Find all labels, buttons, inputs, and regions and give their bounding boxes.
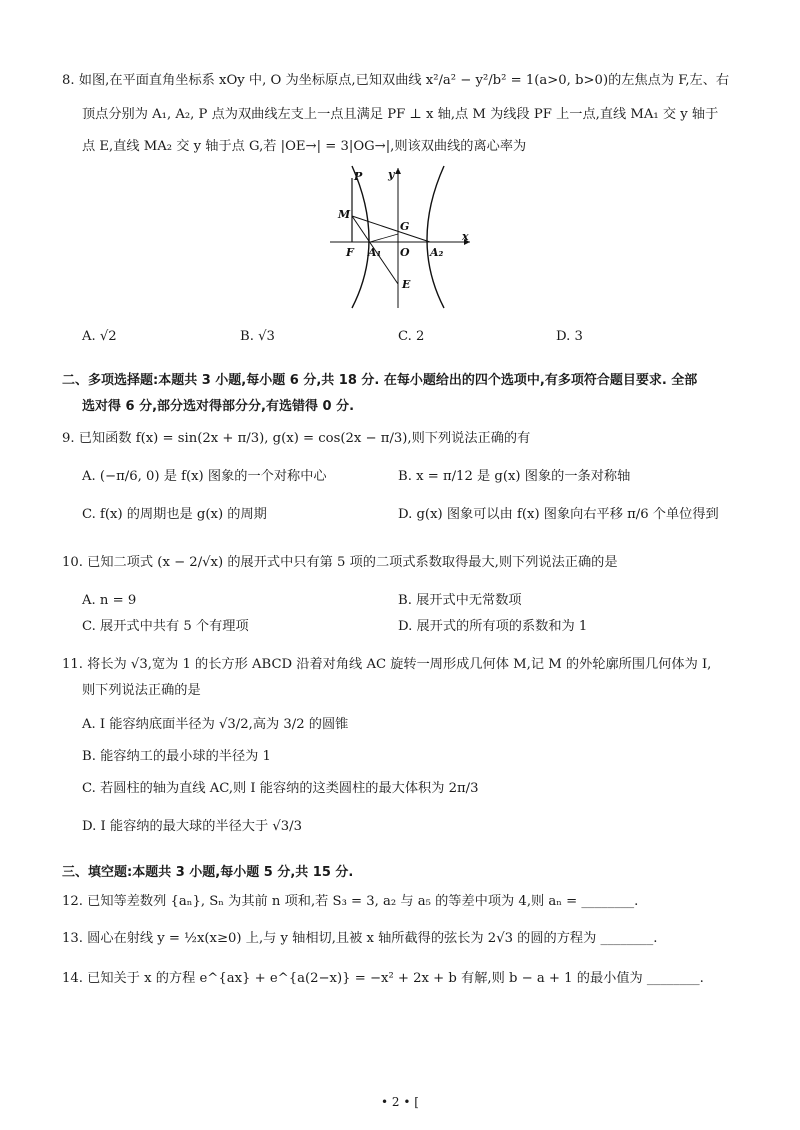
q8-option-b: B. √3	[240, 329, 275, 344]
q11-line2: 则下列说法正确的是	[82, 683, 201, 698]
q8-option-c: C. 2	[398, 329, 425, 344]
q9-option-d: D. g(x) 图象可以由 f(x) 图象向右平移 π/6 个单位得到	[398, 507, 719, 522]
page-number: • 2 • [	[381, 1095, 419, 1109]
q8-option-a: A. √2	[82, 329, 117, 344]
q8-line1: 8. 如图,在平面直角坐标系 xOy 中, O 为坐标原点,已知双曲线 x²/a² − y²/b² = 1(a>0, b>0)的左焦点为 F,左、右	[62, 73, 730, 88]
hyperbola-figure	[330, 160, 480, 310]
q9-option-b: B. x = π/12 是 g(x) 图象的一条对称轴	[398, 469, 631, 484]
q8-option-d: D. 3	[556, 329, 583, 344]
q8-line3: 点 E,直线 MA₂ 交 y 轴于点 G,若 |OE→| = 3|OG→|,则该双曲线的离心率为	[82, 139, 527, 154]
label-F: F	[346, 246, 354, 259]
q9-option-c: C. f(x) 的周期也是 g(x) 的周期	[82, 507, 267, 522]
q13-text: 13. 圆心在射线 y = ½x(x≥0) 上,与 y 轴相切,且被 x 轴所截得的弦长为 2√3 的圆的方程为 ________.	[62, 931, 658, 946]
label-M: M	[338, 208, 351, 221]
label-G: G	[400, 220, 410, 233]
label-y: y	[388, 168, 395, 181]
q10-option-b: B. 展开式中无常数项	[398, 593, 522, 608]
q10-option-c: C. 展开式中共有 5 个有理项	[82, 619, 249, 634]
label-E: E	[402, 278, 411, 291]
q9-stem: 9. 已知函数 f(x) = sin(2x + π/3), g(x) = cos(2x − π/3),则下列说法正确的有	[62, 431, 531, 446]
label-A2: A₂	[430, 246, 444, 259]
q8-line2: 顶点分别为 A₁, A₂, P 点为双曲线左支上一点且满足 PF ⊥ x 轴,点 M 为线段 PF 上一点,直线 MA₁ 交 y 轴于	[82, 107, 719, 122]
q11-option-c: C. 若圆柱的轴为直线 AC,则 I 能容纳的这类圆柱的最大体积为 2π/3	[82, 781, 479, 796]
label-A1: A₁	[368, 246, 382, 259]
section2-heading-line2: 选对得 6 分,部分选对得部分分,有选错得 0 分.	[82, 399, 355, 414]
q10-option-d: D. 展开式的所有项的系数和为 1	[398, 619, 588, 634]
q11-option-d: D. I 能容纳的最大球的半径大于 √3/3	[82, 819, 302, 834]
q10-stem: 10. 已知二项式 (x − 2/√x) 的展开式中只有第 5 项的二项式系数取得最大,则下列说法正确的是	[62, 555, 618, 570]
q11-option-a: A. I 能容纳底面半径为 √3/2,高为 3/2 的圆锥	[82, 717, 349, 732]
q11-line1: 11. 将长为 √3,宽为 1 的长方形 ABCD 沿着对角线 AC 旋转一周形成几何体 M,记 M 的外轮廓所围几何体为 I,	[62, 657, 712, 672]
label-P: P	[354, 170, 363, 183]
label-x: x	[462, 230, 469, 243]
q11-option-b: B. 能容纳工的最小球的半径为 1	[82, 749, 271, 764]
section2-heading-line1: 二、多项选择题:本题共 3 小题,每小题 6 分,共 18 分. 在每小题给出的四个选项中,有多项符合题目要求. 全部	[62, 373, 698, 388]
q10-option-a: A. n = 9	[82, 593, 137, 608]
q14-text: 14. 已知关于 x 的方程 e^{ax} + e^{a(2−x)} = −x² + 2x + b 有解,则 b − a + 1 的最小值为 ________.	[62, 971, 704, 986]
label-O: O	[400, 246, 410, 259]
section3-heading: 三、填空题:本题共 3 小题,每小题 5 分,共 15 分.	[62, 865, 354, 880]
q9-option-a: A. (−π/6, 0) 是 f(x) 图象的一个对称中心	[82, 469, 327, 484]
q12-text: 12. 已知等差数列 {aₙ}, Sₙ 为其前 n 项和,若 S₃ = 3, a₂ 与 a₅ 的等差中项为 4,则 aₙ = ________.	[62, 894, 639, 909]
